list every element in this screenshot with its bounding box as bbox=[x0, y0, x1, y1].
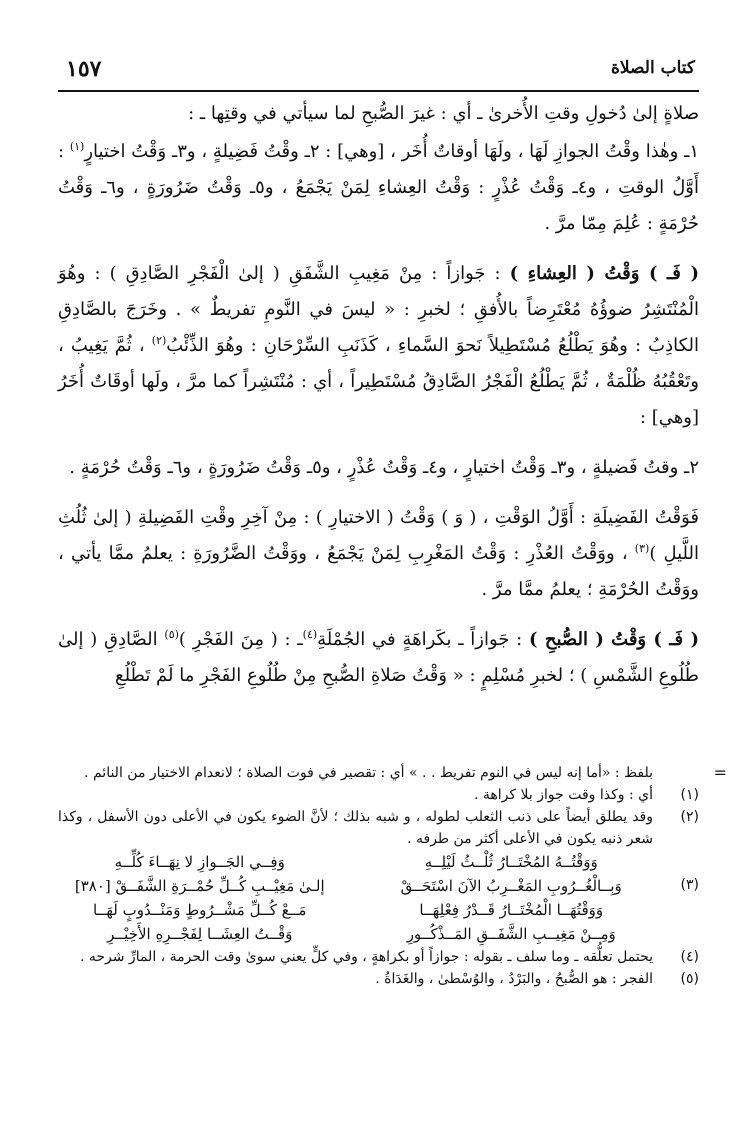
footnote-ref-5[interactable]: (٥) bbox=[164, 628, 179, 641]
subh-heading: ( فَـ ) وَقْتُ ( الصُّبحِ ) bbox=[529, 629, 699, 650]
continuation-mark: = bbox=[713, 763, 727, 782]
footnote-ref-2[interactable]: (٢) bbox=[151, 334, 167, 347]
main-text bbox=[58, 96, 699, 708]
poem-verses bbox=[58, 850, 699, 946]
page-number: ١٥٧ bbox=[66, 56, 102, 82]
isha-heading: ( فَـ ) وَقْتُ ( العِشاءِ ) bbox=[509, 263, 699, 284]
poem-hemistich: وَقْــتُ العِشَــا لِفَجْــرِهِ الأَخِيْــرِ bbox=[107, 925, 293, 943]
footnote-4: (٤) يحتمل تعلُّقه ـ وما سلف ـ بقوله : جوازاً أو بكراهةٍ ، وفي كلٍّ يعني سوىٰ وقت الحرمة ، المارِّ شرحه . bbox=[79, 949, 699, 965]
paragraph-isha-times: ٢ـ وقتُ فَضيلةٍ ، و٣ـ وَقْتُ اختيارٍ ، و٤ـ وَقْتُ عُذْرٍ ، و٥ـ وَقْتُ ضَرُورَةٍ ، و٦ـ وَقْتُ حُرْمَةٍ . bbox=[69, 457, 699, 478]
footnote-ref-3[interactable]: (٣) bbox=[634, 542, 650, 555]
footnote-2: (٢) وقد يطلق أيضاً على ذنب الثعلب لطوله ، و شبه بذلك ؛ لأنَّ الضوء يكون في الأعلى دون الأسفل ، وكذا شعر ذنبه يكون في الأعلى أكثر من طرفه . bbox=[58, 809, 699, 847]
poem-hemistich: وَوَقْتُهَــا الْمُخْتَــارُ قَــدْرُ فِعْلِهَــا bbox=[419, 901, 604, 919]
footnote-3-poem bbox=[58, 850, 699, 946]
footnote-ref-1[interactable]: (١) bbox=[69, 140, 85, 153]
paragraph-subh: ( فَـ ) وَقْتُ ( الصُّبحِ ) : جَوازاً ـ بكَراهَةٍ في الجُمْلَةِ$^{(٤)}$ـ : ( مِنَ الفَجْرِ )$^{(٥)}$ الصَّادِقِ ( إلىٰ طُلُوعِ الشَّمْسِ ) ؛ لخبرِ مُسْلِمٍ : « وَقْتُ صَلاةِ الصُّبحِ مِنْ طُلُوعِ الفَجْرِ ما لَمْ تَطْلُعِ bbox=[58, 628, 699, 686]
poem-hemistich: إلـىٰ مَغِيْــبِ كُــلِّ حُمْــرَةِ الشَّفَــقْ [٣٨٠] bbox=[74, 877, 325, 895]
chapter-title: كتاب الصلاة bbox=[610, 58, 695, 78]
running-header bbox=[58, 56, 699, 92]
poem-hemistich: وَمِــنْ مَغِيــبِ الشَّفَــقِ المَــذْكُــورِ bbox=[406, 925, 616, 943]
book-page bbox=[58, 0, 727, 1122]
footnote-5: (٥) الفجر : هو الصُّبحُ ، والبَرْدُ ، والوُسْطىٰ ، والغَدَاةُ . bbox=[375, 971, 699, 987]
footnote-1: (١) أي : وكذا وقت جواز بلا كراهة . bbox=[474, 787, 699, 803]
footnote-ref-4[interactable]: (٤) bbox=[302, 628, 318, 641]
footnote-continued: = بلفظ : «أما إنه ليس في النوم تفريط . . » أي : تقصير في فوت الصلاة ؛ لانعدام الاختيار من النائم . bbox=[84, 763, 727, 782]
poem-hemistich: مَــعْ كُــلِّ مَشْــرُوطٍ وَمَنْــدُوبٍ لَهَــا bbox=[93, 901, 307, 919]
paragraph-2: ١ـ وهٰذا وقْتُ الجوازِ لَهَا ، ولَهَا أوقاتٌ أُخَر ، [وهي] : ٢ـ وقْتُ فَضِيلةٍ ، و٣ـ وَقْتُ اختيارٍ$^{(١)}$ : أَوَّلُ الوقتِ ، و٤ـ وَقْتُ عُذْرٍ : وَقْتُ العِشاءِ لِمَنْ يَجْمَعُ ، و٥ـ وَقْتُ ضَرُورَةٍ ، و٦ـ وَقْتُ حُرْمَةٍ : عُلِمَ مِمّا مرَّ . bbox=[58, 140, 700, 234]
poem-hemistich: وَفِــي الجَــوازِ لا نِهَــاءَ كُلِّــهِ bbox=[114, 853, 285, 871]
paragraph-1: صلاةٍ إلىٰ دُخولِ وقتِ الأُخرىٰ ـ أي : غيرَ الصُّبحِ لما سيأتي في وقتِها ـ : bbox=[188, 103, 699, 124]
poem-hemistich: وَوَقْتُــهُ المُخْتَــارُ ثُلْــثُ لَيْلِــهِ bbox=[424, 853, 598, 871]
footnotes bbox=[58, 762, 727, 990]
footnote-3-number: (٣) bbox=[680, 877, 699, 893]
paragraph-virtue: فَوَقْتُ الفَضِيلَةِ : أَوَّلُ الوَقْتِ ، ( وَ ) وَقْتُ ( الاختيارِ ) : مِنْ آخِرِ وقْتِ الفَضِيلةِ ( إلىٰ ثُلُثِ اللَّيلِ )$^{(٣)}$ ، ووَقْتُ العُذْرِ : وَقْتُ المَغْرِبِ لِمَنْ يَجْمَعُ ، ووَقْتُ الضَّرُورَةِ : يعلمُ ممَّا يأتي ، ووَقْتُ الحُرْمَةِ ؛ يعلمُ ممَّا مرَّ . bbox=[58, 507, 699, 600]
poem-hemistich: وَبِــالْغُــرُوبِ المَغْــرِبُ الآنَ اسْتَحَــقْ bbox=[400, 877, 622, 895]
paragraph-isha: ( فَـ ) وَقْتُ ( العِشاءِ ) : جَوازاً : مِنْ مَغِيبِ الشَّفَقِ ( إلىٰ الْفَجْرِ الصَّادِقِ ) : وهُوَ الْمُنْتَشِرُ ضوؤُهُ مُعْتَرِضاً بالأُفقِ ؛ لخبرِ : « ليسَ في النَّومِ تفريطٌ » . وخَرَجَ بالصَّادِقِ الكاذِبُ : وهُوَ يَطْلُعُ مُسْتَطِيلاً نَحوَ السَّماءِ ، كَذَنَبِ السِّرْحَانِ : وهُوَ الذِّئْبُ$^{(٢)}$ ، ثُمَّ يَغِيبُ ، وتَعْقُبُهُ ظُلْمَةٌ ، ثُمَّ يَطْلُعُ الْفَجْرُ الصَّادِقُ مُسْتَطِيراً ، أي : مُنْتَشِراً كما مرَّ ، ولَها أوقَاتٌ أُخَرُ [وهي] : bbox=[58, 263, 699, 428]
